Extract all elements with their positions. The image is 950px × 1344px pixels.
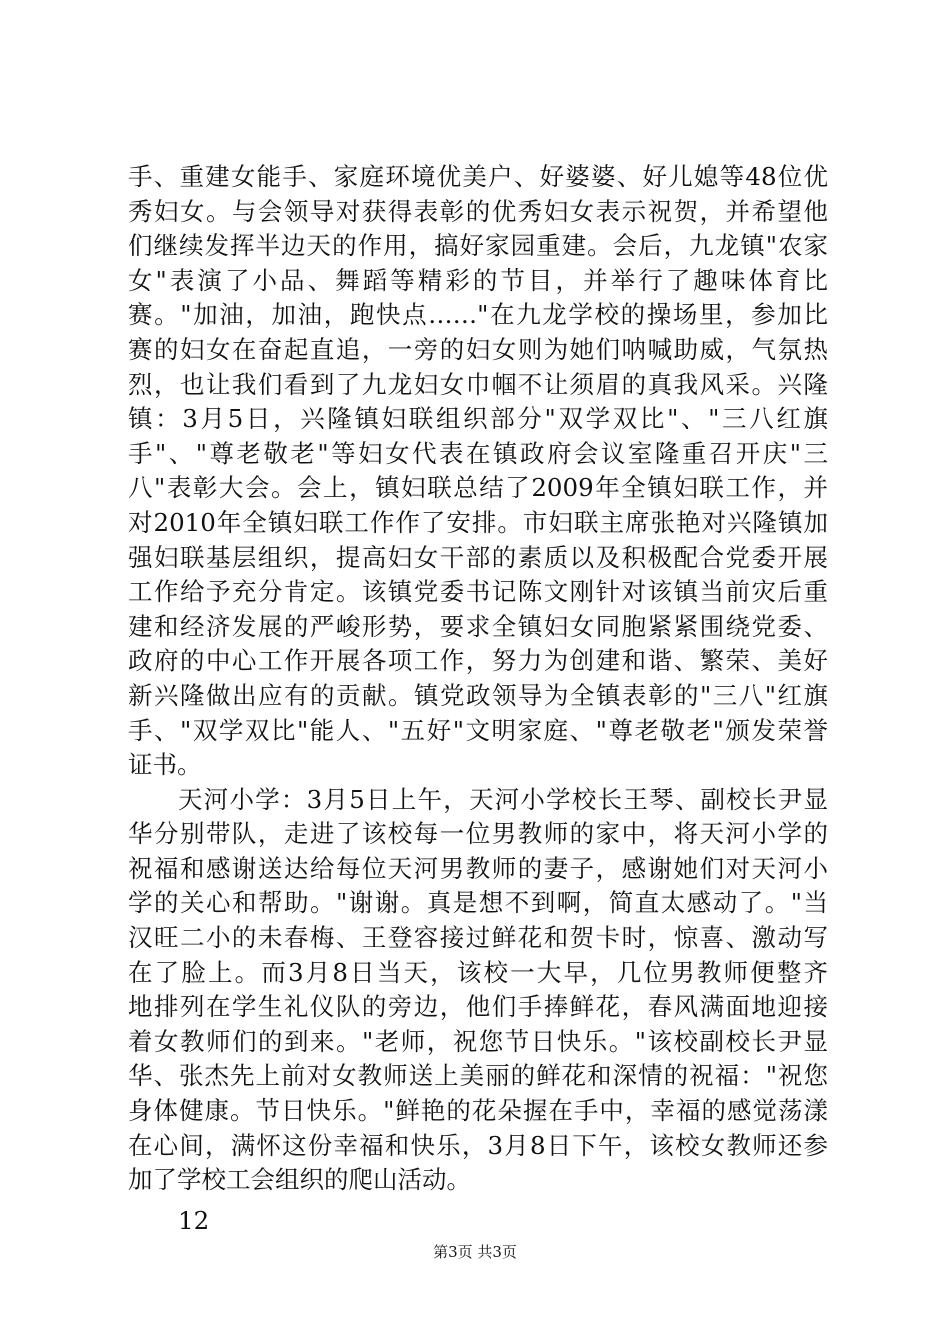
paragraph-line: 八"表彰大会。会上，镇妇联总结了2009年全镇妇联工作，并 [128, 473, 828, 503]
paragraph-line: 强妇联基层组织，提高妇女干部的素质以及积极配合党委开展 [128, 542, 828, 572]
paragraph-line: 手"、"尊老敬老"等妇女代表在镇政府会议室隆重召开庆"三 [128, 438, 828, 468]
paragraph-line: 镇：3月5日，兴隆镇妇联组织部分"双学双比"、"三八红旗 [128, 404, 828, 434]
paragraph-line: 汉旺二小的未春梅、王登容接过鲜花和贺卡时，惊喜、激动写 [128, 923, 828, 953]
paragraph-line: 女"表演了小品、舞蹈等精彩的节目，并举行了趣味体育比 [128, 265, 828, 295]
paragraph-line: 学的关心和帮助。"谢谢。真是想不到啊，简直太感动了。"当 [128, 888, 828, 918]
paragraph-line: 着女教师们的到来。"老师，祝您节日快乐。"该校副校长尹显 [128, 1026, 828, 1056]
paragraph-line: 身体健康。节日快乐。"鲜艳的花朵握在手中，幸福的感觉荡漾 [128, 1096, 828, 1126]
paragraph-line: 秀妇女。与会领导对获得表彰的优秀妇女表示祝贺，并希望他 [128, 196, 828, 226]
paragraph-1 [128, 160, 828, 783]
paragraph-line: 政府的中心工作开展各项工作，努力为创建和谐、繁荣、美好 [128, 646, 828, 676]
paragraph-line: 加了学校工会组织的爬山活动。 [128, 1165, 471, 1195]
paragraph-line: 工作给予充分肯定。该镇党委书记陈文刚针对该镇当前灾后重 [128, 577, 828, 607]
trailing-number: 12 [178, 1205, 210, 1235]
paragraph-line: 建和经济发展的严峻形势，要求全镇妇女同胞紧紧围绕党委、 [128, 611, 828, 641]
page-footer: 第3页 共3页 [433, 1243, 517, 1261]
paragraph-2 [128, 783, 828, 1198]
paragraph-line: 华、张杰先上前对女教师送上美丽的鲜花和深情的祝福："祝您 [128, 1061, 828, 1091]
paragraph-line: 手、"双学双比"能人、"五好"文明家庭、"尊老敬老"颁发荣誉 [128, 715, 828, 745]
paragraph-line: 对2010年全镇妇联工作作了安排。市妇联主席张艳对兴隆镇加 [128, 507, 828, 537]
paragraph-line: 手、重建女能手、家庭环境优美户、好婆婆、好儿媳等48位优 [128, 162, 828, 191]
paragraph-line: 在心间，满怀这份幸福和快乐，3月8日下午，该校女教师还参 [128, 1130, 828, 1160]
paragraph-line: 祝福和感谢送达给每位天河男教师的妻子，感谢她们对天河小 [128, 853, 828, 883]
paragraph-line: 地排列在学生礼仪队的旁边，他们手捧鲜花，春风满面地迎接 [128, 992, 828, 1022]
paragraph-line: 们继续发挥半边天的作用，搞好家园重建。会后，九龙镇"农家 [128, 231, 828, 261]
paragraph-line: 在了脸上。而3月8日当天，该校一大早，几位男教师便整齐 [128, 957, 828, 987]
paragraph-line: 新兴隆做出应有的贡献。镇党政领导为全镇表彰的"三八"红旗 [128, 680, 828, 710]
paragraph-line: 赛的妇女在奋起直追，一旁的妇女则为她们呐喊助威，气氛热 [128, 334, 828, 364]
paragraph-line: 赛。"加油，加油，跑快点……"在九龙学校的操场里，参加比 [128, 300, 828, 330]
paragraph-line: 天河小学：3月5日上午，天河小学校长王琴、副校长尹显 [178, 784, 828, 814]
document-body [128, 160, 828, 1238]
paragraph-line: 证书。 [128, 750, 202, 780]
paragraph-line: 烈，也让我们看到了九龙妇女巾帼不让须眉的真我风采。兴隆 [128, 369, 828, 399]
paragraph-line: 华分别带队，走进了该校每一位男教师的家中，将天河小学的 [128, 819, 828, 849]
